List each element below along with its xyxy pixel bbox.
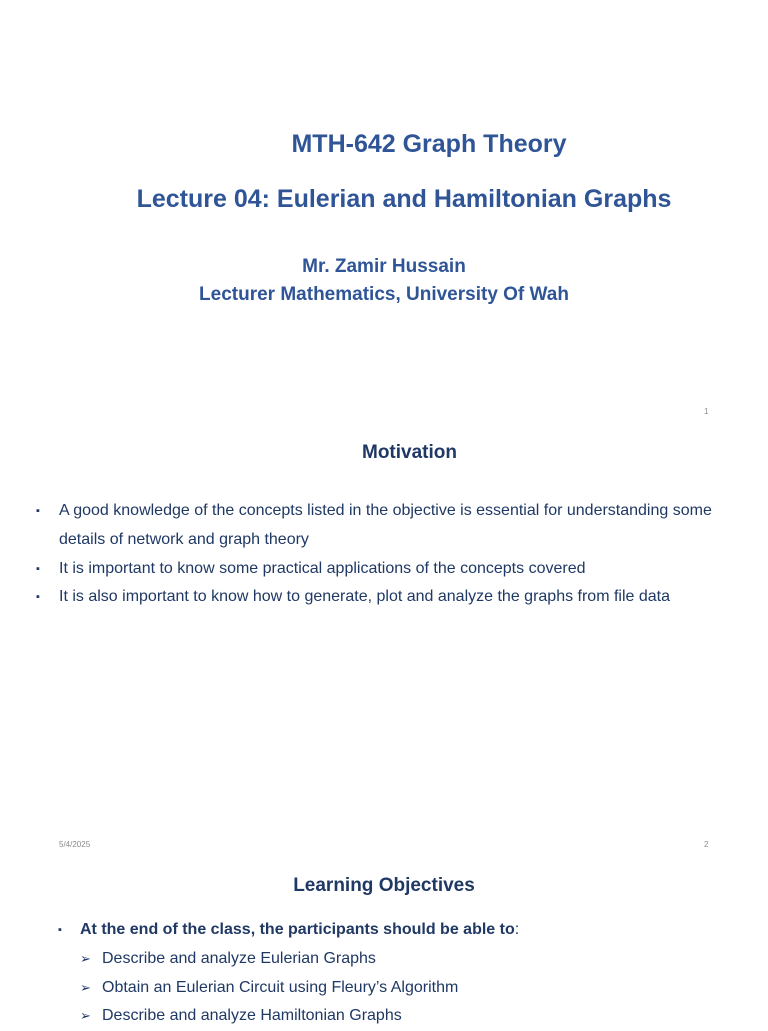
objective-text: Describe and analyze Hamiltonian Graphs xyxy=(102,1007,402,1025)
objectives-slide xyxy=(0,858,768,1024)
motivation-slide xyxy=(0,425,768,858)
presenter-affiliation: Lecturer Mathematics, University Of Wah xyxy=(199,284,569,305)
arrow-bullet-icon: ➢ xyxy=(80,1008,91,1024)
list-item-text: A good knowledge of the concepts listed in the objective is essential for understanding some details of network and graph theory xyxy=(59,502,712,548)
slide-date: 5/4/2025 xyxy=(59,840,91,849)
lead-suffix: : xyxy=(514,921,520,938)
objective-text: Describe and analyze Eulerian Graphs xyxy=(102,949,376,967)
list-item xyxy=(58,945,748,974)
lead-text: At the end of the class, the participants should be able to xyxy=(80,921,515,938)
objectives-list xyxy=(58,916,748,1031)
list-item xyxy=(36,555,736,584)
arrow-bullet-icon: ➢ xyxy=(80,979,91,995)
square-bullet-icon: ▪ xyxy=(36,591,40,604)
arrow-bullet-icon: ➢ xyxy=(80,950,91,966)
square-bullet-icon: ▪ xyxy=(36,562,40,575)
list-item-text: It is also important to know how to generate, plot and analyze the graphs from file data xyxy=(59,588,671,606)
square-bullet-icon: ▪ xyxy=(36,505,40,517)
list-item-text: It is important to know some practical applications of the concepts covered xyxy=(59,559,586,577)
list-item xyxy=(58,974,748,1003)
course-title: MTH-642 Graph Theory xyxy=(291,130,567,158)
title-slide xyxy=(0,0,768,425)
list-item xyxy=(58,916,748,945)
page-number: 2 xyxy=(704,840,709,849)
list-item xyxy=(58,1002,748,1031)
page-number: 1 xyxy=(704,407,709,416)
slide-heading: Learning Objectives xyxy=(293,875,475,896)
lecture-title: Lecture 04: Eulerian and Hamiltonian Graphs xyxy=(136,185,672,213)
slide-heading: Motivation xyxy=(362,442,457,463)
bullet-list xyxy=(36,497,736,612)
list-item xyxy=(36,583,736,612)
objective-text: Obtain an Eulerian Circuit using Fleury’s Algorithm xyxy=(102,978,459,996)
square-bullet-icon: ▪ xyxy=(58,924,62,936)
presenter-name: Mr. Zamir Hussain xyxy=(302,256,466,277)
list-item xyxy=(36,497,736,555)
